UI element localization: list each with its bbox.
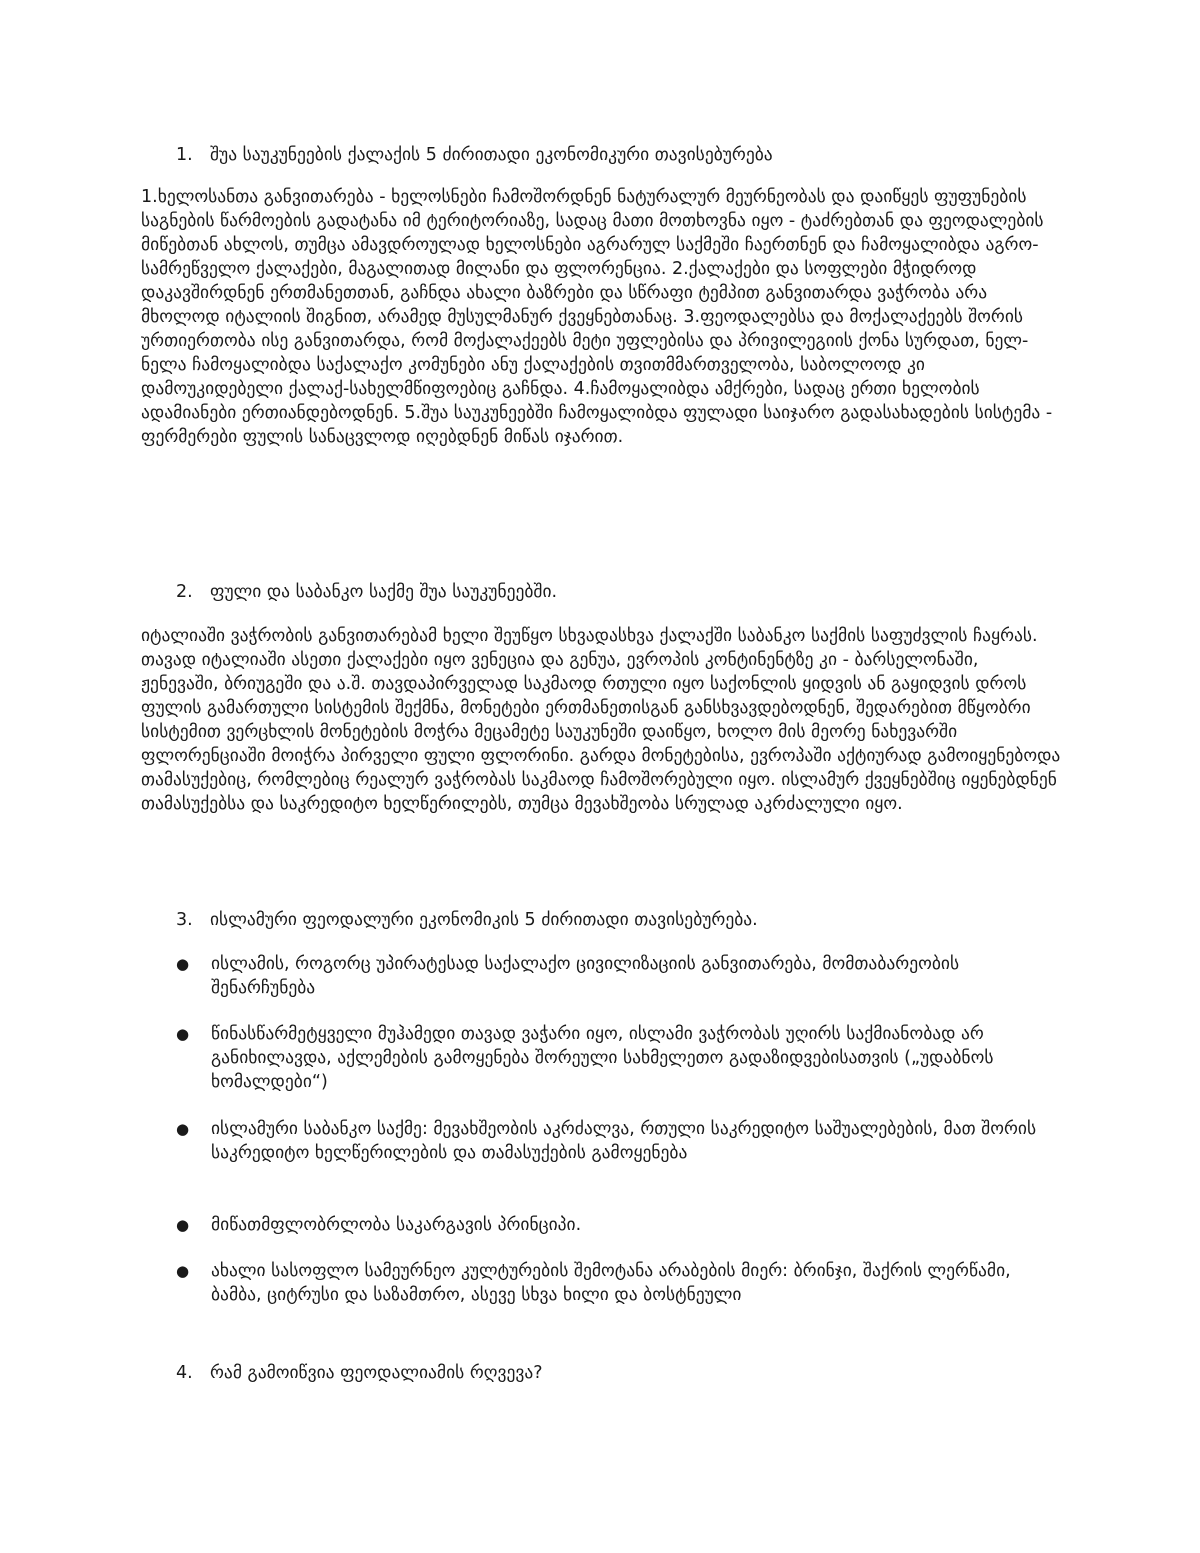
bullet-text: მიწათმფლობრლობა საკარგავის პრინციპი. <box>211 1215 582 1235</box>
bullet-item <box>176 1259 1056 1307</box>
section-4-title: რამ გამოიწვია ფეოდალიამის რღვევა? <box>210 1363 543 1383</box>
bullet-item <box>176 1117 1056 1165</box>
section-1-heading <box>176 143 773 167</box>
bullet-item <box>176 1213 1056 1237</box>
bullet-item <box>176 952 1056 1000</box>
bullet-icon: ● <box>176 1216 190 1234</box>
section-2-heading <box>176 580 557 604</box>
bullet-text: ისლამის, როგორც უპირატესად საქალაქო ცივილიზაციის განვითარება, მომთაბარეობის შენარჩუნება <box>211 954 960 998</box>
bullet-icon: ● <box>176 1120 190 1138</box>
section-3-number: 3. <box>176 910 193 930</box>
section-3-heading <box>176 908 758 932</box>
bullet-item <box>176 1022 1056 1094</box>
section-2-title: ფული და საბანკო საქმე შუა საუკუნეებში. <box>210 582 558 602</box>
bullet-text: ისლამური საბანკო საქმე: მევახშეობის აკრძალვა, რთული საკრედიტო საშუალებების, მათ შორის საკრედიტო ხელწერილების და თამასუქების გამოყენება <box>211 1119 1037 1163</box>
section-4-heading <box>176 1361 543 1385</box>
section-1-body: 1.ხელოსანთა განვითარება - ხელოსნები ჩამოშორდნენ ნატურალურ მეურნეობას და დაიწყეს ფუფუნების საგნების წარმოების გადატანა იმ ტერიტორიაზე, სადაც მათი მოთხოვნა იყო - ტაძრებთან და ფეოდალების მიწებთან ახლოს, თუმცა ამავდროულად ხელოსნები აგრარულ საქმეში ჩაერთნენ და ჩამოყალიბდა აგრო-სამრეწველო ქალაქები, მაგალითად მილანი და ფლორენცია. 2.ქალაქები და სოფლები მჭიდროდ დაკავშირდნენ ერთმანეთთან, გაჩნდა ახალი ბაზრები და სწრაფი ტემპით განვითარდა ვაჭრობა არა მხოლოდ იტალიის შიგნით, არამედ მუსულმანურ ქვეყნებთანაც. 3.ფეოდალებსა და მოქალაქეებს შორის ურთიერთობა ისე განვითარდა, რომ მოქალაქეებს მეტი უფლებისა და პრივილეგიის ქონა სურდათ, ნელ-ნელა ჩამოყალიბდა საქალაქო კომუნები ანუ ქალაქების თვითმმართველობა, საბოლოოდ კი დამოუკიდებელი ქალაქ-სახელმწიფოებიც გაჩნდა. 4.ჩამოყალიბდა ამქრები, სადაც ერთი ხელობის ადამიანები ერთიანდებოდნენ. 5.შუა საუკუნეებში ჩამოყალიბდა ფულადი საიჯარო გადასახადების სისტემა - ფერმერები ფულის სანაცვლოდ იღებდნენ მიწას იჯარით. <box>141 187 1053 447</box>
bullet-text: ახალი სასოფლო სამეურნეო კულტურების შემოტანა არაბების მიერ: ბრინჯი, შაქრის ლერწამი, ბამბა, ციტრუსი და საზამთრო, ასევე სხვა ხილი და ბოსტნეული <box>211 1261 1011 1305</box>
bullet-icon: ● <box>176 955 190 973</box>
section-2-number: 2. <box>176 582 193 602</box>
bullet-icon: ● <box>176 1262 190 1280</box>
bullet-text: წინასწარმეტყველი მუჰამედი თავად ვაჭარი იყო, ისლამი ვაჭრობას უღირს საქმიანობად არ განიხილავდა, აქლემების გამოყენება შორეული სახმელეთო გადაზიდვებისათვის („უდაბნოს ხომალდები“) <box>211 1024 994 1092</box>
section-3-title: ისლამური ფეოდალური ეკონომიკის 5 ძირითადი თავისებურება. <box>210 910 758 930</box>
section-1-title: შუა საუკუნეების ქალაქის 5 ძირითადი ეკონომიკური თავისებურება <box>210 145 773 165</box>
section-1-number: 1. <box>176 145 193 165</box>
section-4-number: 4. <box>176 1363 193 1383</box>
section-2-body: იტალიაში ვაჭრობის განვითარებამ ხელი შეუწყო სხვადასხვა ქალაქში საბანკო საქმის საფუძვლის ჩაყრას. თავად იტალიაში ასეთი ქალაქები იყო ვენეცია და გენუა, ევროპის კონტინენტზე კი - ბარსელონაში, ჟენევაში, ბრიუგეში და ა.შ. თავდაპირველად საკმაოდ რთული იყო საქონლის ყიდვის ან გაყიდვის დროს ფულის გამართული სისტემის შექმნა, მონეტები ერთმანეთისგან განსხვავდებოდნენ, შედარებით მწყობრი სისტემით ვერცხლის მონეტების მოჭრა მეცამეტე საუკუნეში დაიწყო, ხოლო მის მეორე ნახევარში ფლორენციაში მოიჭრა პირველი ფული ფლორინი. გარდა მონეტებისა, ევროპაში აქტიურად გამოიყენებოდა თამასუქებიც, რომლებიც რეალურ ვაჭრობას საკმაოდ ჩამოშორებული იყო. ისლამურ ქვეყნებშიც იყენებდნენ თამასუქებსა და საკრედიტო ხელწერილებს, თუმცა მევახშეობა სრულად აკრძალული იყო. <box>141 626 1061 814</box>
bullet-icon: ● <box>176 1025 190 1043</box>
